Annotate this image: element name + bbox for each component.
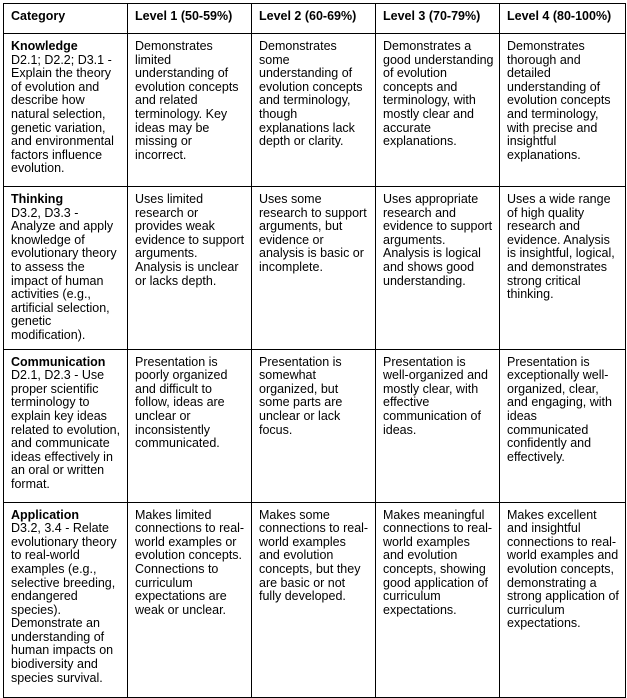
level-4-cell: Uses a wide range of high quality research and evidence. Analysis is insightful, logical, and demonstrates strong critical thinking. <box>500 187 626 350</box>
header-category: Category <box>4 4 128 34</box>
category-description: D2.1, D2.3 - Use proper scientific terminology to explain key ideas related to evolution, and communicate ideas effectively in an oral or written format. <box>11 368 121 491</box>
level-4-cell: Makes excellent and insightful connections to real-world examples and evolution concepts, demonstrating a strong application of curriculum expectations. <box>500 502 626 697</box>
category-description: D2.1; D2.2; D3.1 - Explain the theory of evolution and describe how natural selection, genetic variation, and environmental factors influence evolution. <box>11 52 114 176</box>
level-1-cell: Uses limited research or provides weak evidence to support arguments. Analysis is unclear or lacks depth. <box>128 187 252 350</box>
category-name: Thinking <box>11 192 64 206</box>
level-3-cell: Presentation is well-organized and mostly clear, with effective communication of ideas. <box>376 349 500 502</box>
category-description: D3.2, 3.4 - Relate evolutionary theory to real-world examples (e.g., selective breeding, endangered species). Demonstrate an understanding of human impacts on biodiversity and species survival. <box>11 521 117 685</box>
level-2-cell: Uses some research to support arguments, but evidence or analysis is basic or incomplete. <box>252 187 376 350</box>
level-3-cell: Makes meaningful connections to real-world examples and evolution concepts, showing good application of curriculum expectations. <box>376 502 500 697</box>
table-row-application <box>4 502 626 697</box>
table-row-thinking <box>4 187 626 350</box>
header-level-3: Level 3 (70-79%) <box>376 4 500 34</box>
level-1-cell: Presentation is poorly organized and difficult to follow, ideas are unclear or inconsistently communicated. <box>128 349 252 502</box>
level-4-cell: Presentation is exceptionally well-organized, clear, and engaging, with ideas communicated confidently and effectively. <box>500 349 626 502</box>
category-name: Knowledge <box>11 39 78 53</box>
category-name: Application <box>11 507 80 522</box>
header-level-1: Level 1 (50-59%) <box>128 4 252 34</box>
header-level-4: Level 4 (80-100%) <box>500 4 626 34</box>
level-3-cell: Demonstrates a good understanding of evolution concepts and terminology, with mostly clear and accurate explanations. <box>376 34 500 187</box>
level-3-cell: Uses appropriate research and evidence to support arguments. Analysis is logical and shows good understanding. <box>376 187 500 350</box>
category-name: Communication <box>11 354 106 369</box>
level-2-cell: Makes some connections to real-world examples and evolution concepts, but they are basic or not fully developed. <box>252 502 376 697</box>
level-1-cell: Makes limited connections to real-world examples or evolution concepts. Connections to curriculum expectations are weak or unclear. <box>128 502 252 697</box>
rubric-table <box>3 3 626 698</box>
category-cell <box>4 34 128 187</box>
category-description: D3.2, D3.3 - Analyze and apply knowledge of evolutionary theory to assess the impact of human activities (e.g., artificial selection, genetic modification). <box>11 205 117 342</box>
table-row-knowledge <box>4 34 626 187</box>
table-row-communication <box>4 349 626 502</box>
header-level-2: Level 2 (60-69%) <box>252 4 376 34</box>
level-2-cell: Presentation is somewhat organized, but some parts are unclear or lack focus. <box>252 349 376 502</box>
level-1-cell: Demonstrates limited understanding of evolution concepts and related terminology. Key ideas may be missing or incorrect. <box>128 34 252 187</box>
category-cell <box>4 187 128 350</box>
level-2-cell: Demonstrates some understanding of evolution concepts and terminology, though explanations lack depth or clarity. <box>252 34 376 187</box>
level-4-cell: Demonstrates thorough and detailed understanding of evolution concepts and terminology, with precise and insightful explanations. <box>500 34 626 187</box>
category-cell <box>4 502 128 697</box>
header-row <box>4 4 626 34</box>
category-cell <box>4 349 128 502</box>
